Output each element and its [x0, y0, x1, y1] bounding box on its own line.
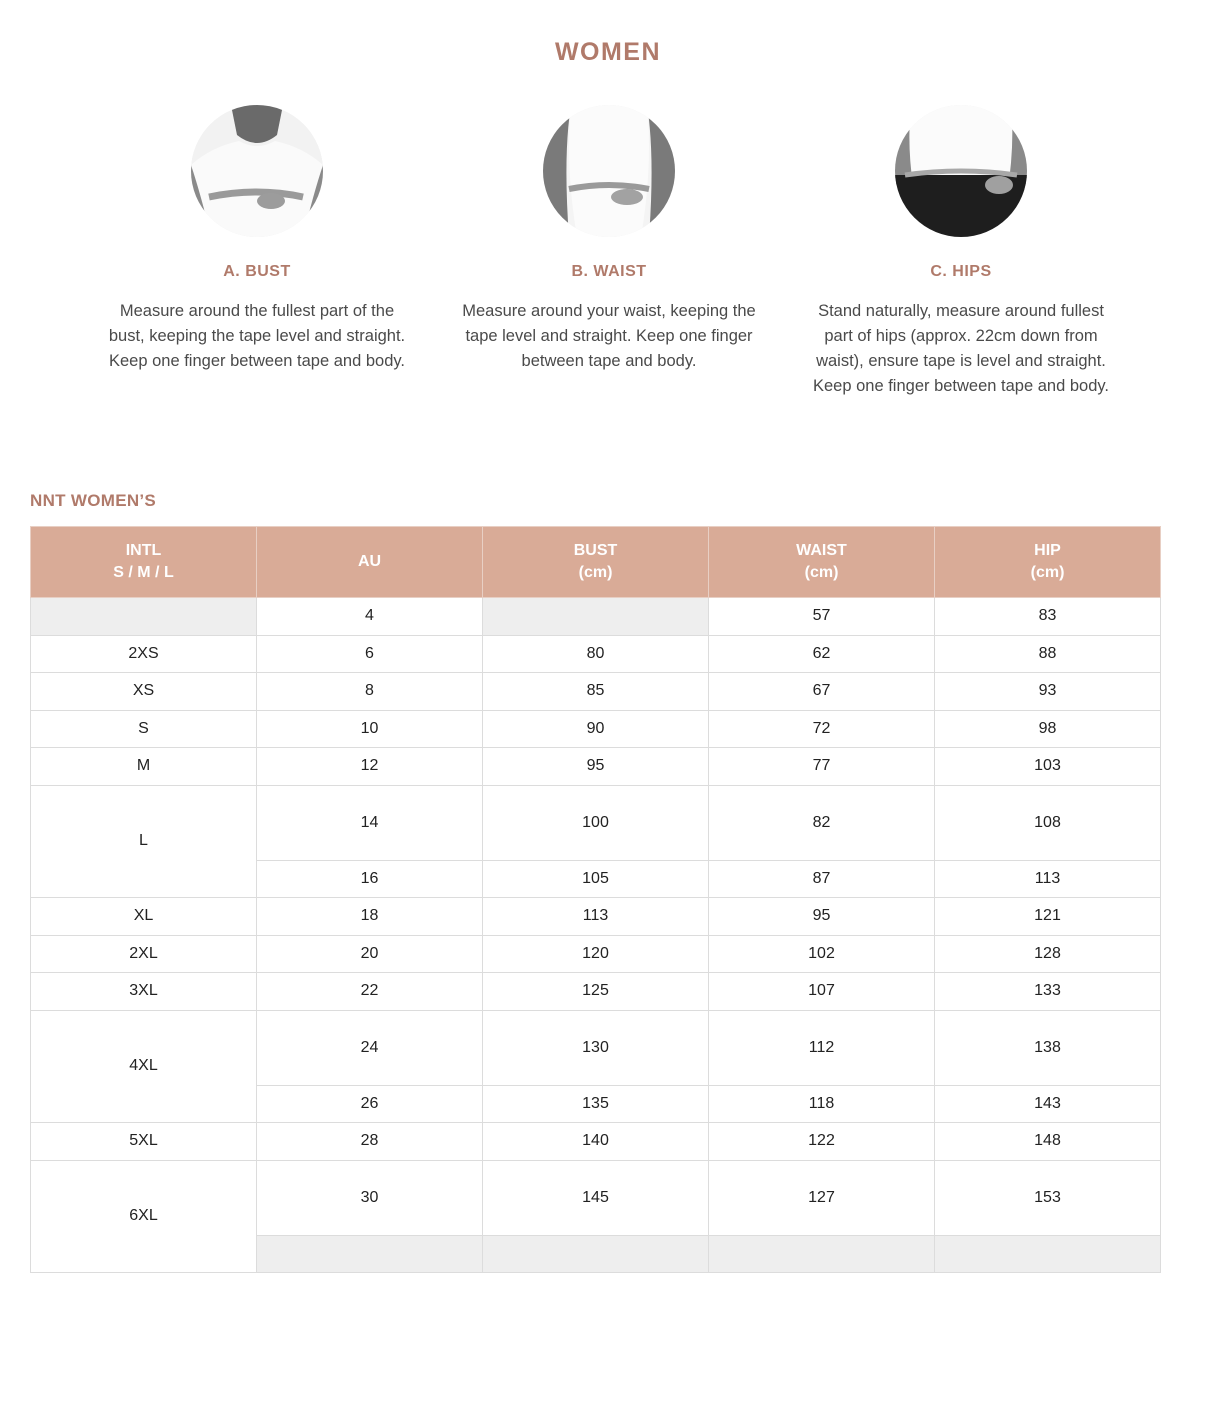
- waist-cell: 82: [709, 785, 935, 860]
- table-title: NNT WOMEN’S: [30, 491, 157, 510]
- header-waist: WAIST (cm): [709, 527, 935, 598]
- au-cell: 16: [257, 860, 483, 898]
- au-cell: 20: [257, 935, 483, 973]
- empty-cell: [257, 1235, 483, 1273]
- hip-cell: 153: [935, 1160, 1161, 1235]
- hip-cell: 103: [935, 748, 1161, 786]
- au-cell: 28: [257, 1123, 483, 1161]
- hip-cell: 108: [935, 785, 1161, 860]
- intl-cell: 5XL: [31, 1123, 257, 1161]
- waist-photo: [543, 105, 675, 237]
- hip-cell: 113: [935, 860, 1161, 898]
- table-row: [31, 935, 1161, 973]
- waist-cell: 112: [709, 1010, 935, 1085]
- bust-cell: 130: [483, 1010, 709, 1085]
- measure-bust: [107, 105, 407, 374]
- hip-cell: 128: [935, 935, 1161, 973]
- waist-cell: 95: [709, 898, 935, 936]
- intl-cell: 3XL: [31, 973, 257, 1011]
- table-row: [31, 710, 1161, 748]
- waist-cell: 72: [709, 710, 935, 748]
- bust-cell: [483, 598, 709, 636]
- waist-cell: 57: [709, 598, 935, 636]
- hips-photo: [895, 105, 1027, 237]
- au-cell: 4: [257, 598, 483, 636]
- hips-description: Stand naturally, measure around fullest part of hips (approx. 22cm down from waist), ensure tape is level and straight. Keep one finger between tape and body.: [812, 302, 1109, 395]
- waist-cell: 87: [709, 860, 935, 898]
- intl-cell: 2XS: [31, 635, 257, 673]
- bust-photo: [191, 105, 323, 237]
- empty-cell: [483, 1235, 709, 1273]
- waist-cell: 77: [709, 748, 935, 786]
- intl-cell: 6XL: [31, 1160, 257, 1273]
- bust-cell: 80: [483, 635, 709, 673]
- empty-cell: [709, 1235, 935, 1273]
- intl-cell: [31, 598, 257, 636]
- hip-cell: 143: [935, 1085, 1161, 1123]
- empty-cell: [935, 1235, 1161, 1273]
- waist-cell: 107: [709, 973, 935, 1011]
- hip-cell: 98: [935, 710, 1161, 748]
- size-chart-table: [30, 526, 1161, 1273]
- bust-cell: 145: [483, 1160, 709, 1235]
- hip-cell: 138: [935, 1010, 1161, 1085]
- bust-description: Measure around the fullest part of the bust, keeping the tape level and straight. Keep one finger between tape and body.: [108, 302, 406, 370]
- bust-cell: 140: [483, 1123, 709, 1161]
- hip-cell: 148: [935, 1123, 1161, 1161]
- bust-cell: 105: [483, 860, 709, 898]
- measure-waist: [459, 105, 759, 374]
- au-cell: 8: [257, 673, 483, 711]
- au-cell: 14: [257, 785, 483, 860]
- hip-cell: 133: [935, 973, 1161, 1011]
- bust-cell: 125: [483, 973, 709, 1011]
- table-row: [31, 1123, 1161, 1161]
- intl-cell: L: [31, 785, 257, 898]
- page-title: WOMEN: [554, 38, 662, 66]
- measure-hips: [811, 105, 1111, 399]
- bust-cell: 95: [483, 748, 709, 786]
- hip-cell: 121: [935, 898, 1161, 936]
- au-cell: 24: [257, 1010, 483, 1085]
- header-bust: BUST (cm): [483, 527, 709, 598]
- waist-title: B. WAIST: [571, 263, 647, 280]
- table-row: [31, 598, 1161, 636]
- bust-cell: 90: [483, 710, 709, 748]
- au-cell: 30: [257, 1160, 483, 1235]
- waist-cell: 118: [709, 1085, 935, 1123]
- intl-cell: XS: [31, 673, 257, 711]
- au-cell: 26: [257, 1085, 483, 1123]
- waist-cell: 127: [709, 1160, 935, 1235]
- bust-cell: 113: [483, 898, 709, 936]
- table-row: [31, 973, 1161, 1011]
- hip-cell: 83: [935, 598, 1161, 636]
- waist-cell: 62: [709, 635, 935, 673]
- table-row: [31, 635, 1161, 673]
- au-cell: 10: [257, 710, 483, 748]
- au-cell: 22: [257, 973, 483, 1011]
- au-cell: 18: [257, 898, 483, 936]
- bust-cell: 100: [483, 785, 709, 860]
- header-intl: INTL S / M / L: [31, 527, 257, 598]
- intl-cell: 2XL: [31, 935, 257, 973]
- intl-cell: M: [31, 748, 257, 786]
- bust-cell: 120: [483, 935, 709, 973]
- waist-cell: 102: [709, 935, 935, 973]
- waist-description: Measure around your waist, keeping the tape level and straight. Keep one finger between tape and body.: [462, 302, 756, 370]
- intl-cell: 4XL: [31, 1010, 257, 1123]
- header-au: AU: [257, 527, 483, 598]
- table-header-row: [31, 527, 1161, 598]
- table-row: [31, 898, 1161, 936]
- hip-cell: 93: [935, 673, 1161, 711]
- header-hip: HIP (cm): [935, 527, 1161, 598]
- intl-cell: XL: [31, 898, 257, 936]
- hips-title: C. HIPS: [930, 263, 992, 280]
- waist-cell: 122: [709, 1123, 935, 1161]
- table-row: [31, 673, 1161, 711]
- bust-cell: 135: [483, 1085, 709, 1123]
- table-row: [31, 748, 1161, 786]
- bust-title: A. BUST: [223, 263, 291, 280]
- intl-cell: S: [31, 710, 257, 748]
- bust-cell: 85: [483, 673, 709, 711]
- au-cell: 12: [257, 748, 483, 786]
- waist-cell: 67: [709, 673, 935, 711]
- hip-cell: 88: [935, 635, 1161, 673]
- au-cell: 6: [257, 635, 483, 673]
